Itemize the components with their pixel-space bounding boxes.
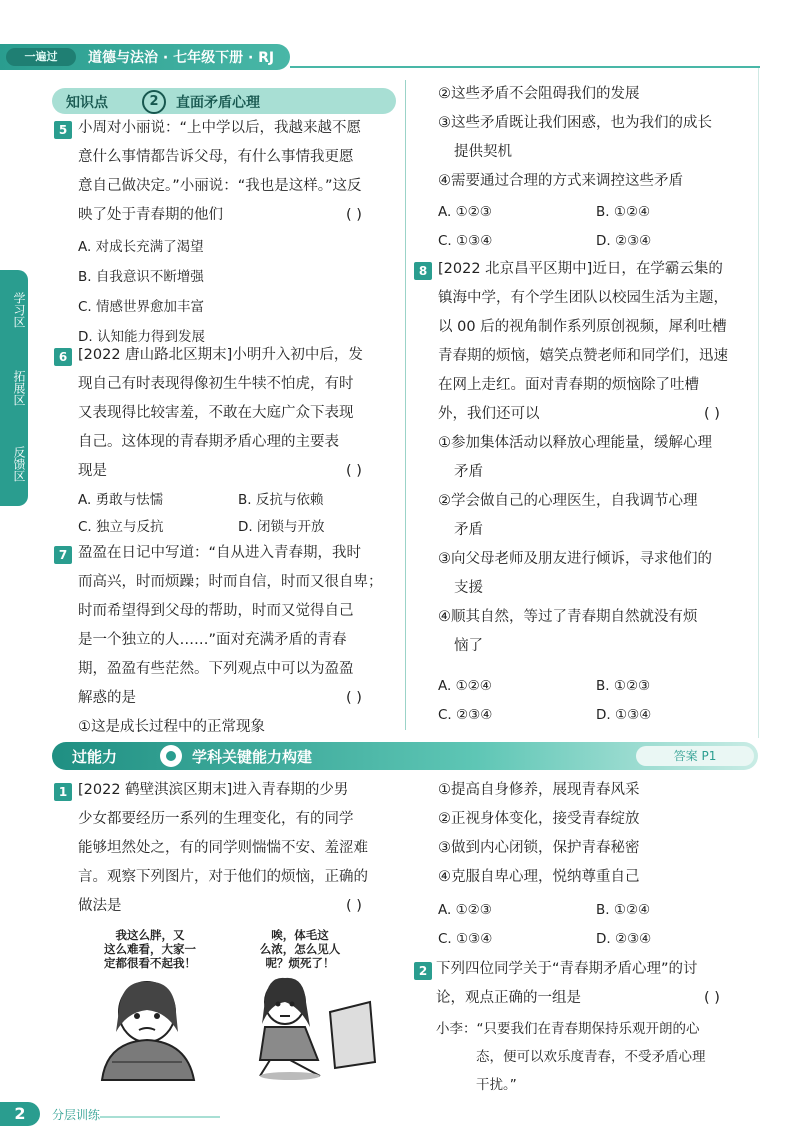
options — [78, 232, 205, 352]
question-text: 盈盈在日记中写道：“自从进入青春期，我时 — [78, 545, 362, 561]
problem-1-statements — [438, 776, 640, 892]
question-text: 而高兴，时而烦躁；时而自信，时而又很自卑； — [78, 574, 383, 590]
section-title: 直面矛盾心理 — [176, 95, 260, 111]
option-d[interactable]: D. ②③④ — [596, 233, 652, 249]
worried-girl-illustration — [82, 972, 212, 1082]
book-title: 道德与法治 · 七年级下册 · RJ — [88, 50, 275, 66]
question-text: [2022 北京昌平区期中]近日，在学霸云集的 — [438, 261, 723, 277]
question-text: 在网上走红。面对青春期的烦恼除了吐槽 — [438, 377, 699, 393]
statement-item: 提供契机 — [454, 144, 512, 160]
statement-item: 矛盾 — [454, 464, 483, 480]
page-number: 2 — [0, 1102, 40, 1126]
statement-item: ④克服自卑心理，悦纳尊重自己 — [438, 869, 640, 885]
option-b[interactable]: B. ①②③ — [596, 678, 651, 694]
option-c[interactable]: C. ①③④ — [438, 233, 493, 249]
question-text: 小周对小丽说：“上中学以后，我越来越不愿 — [78, 120, 362, 136]
answer-blank[interactable]: ( ) — [704, 990, 720, 1006]
question-text: 能够坦然处之，有的同学则惴惴不安、羞涩难 — [78, 840, 368, 856]
option-b[interactable]: B. 自我意识不断增强 — [78, 269, 204, 285]
question-text: 解惑的是 — [78, 690, 136, 706]
question-6 — [78, 341, 363, 486]
question-text: [2022 唐山路北区期末]小明升入初中后，发 — [78, 347, 363, 363]
statement-item: 矛盾 — [454, 522, 483, 538]
question-number: 1 — [54, 783, 72, 801]
medal-icon — [160, 745, 182, 767]
answer-blank[interactable]: ( ) — [346, 463, 362, 479]
section-number: 2 — [142, 90, 166, 114]
question-number: 8 — [414, 262, 432, 280]
question-5 — [78, 114, 362, 230]
question-text: 少女都要经历一系列的生理变化，有的同学 — [78, 811, 354, 827]
statement-item: ④顺其自然，等过了青春期自然就没有烦 — [438, 609, 698, 625]
statement-item: ②学会做自己的心理医生，自我调节心理 — [438, 493, 698, 509]
option-c[interactable]: C. ②③④ — [438, 707, 493, 723]
question-number: 6 — [54, 348, 72, 366]
option-c[interactable]: C. 独立与反抗 — [78, 519, 164, 535]
question-text: 自己。这体现的青春期矛盾心理的主要表 — [78, 434, 339, 450]
quote-line: 干扰。” — [476, 1077, 517, 1093]
question-text: 镇海中学，有个学生团队以校园生活为主题， — [438, 290, 728, 306]
question-text: 言。观察下列图片，对于他们的烦恼，正确的 — [78, 869, 368, 885]
statement-item: ②这些矛盾不会阻碍我们的发展 — [438, 86, 640, 102]
statement-item: ②正视身体变化，接受青春绽放 — [438, 811, 640, 827]
side-tabs — [0, 270, 28, 506]
side-tab-extend[interactable]: 拓展区 — [12, 370, 26, 406]
student-quote — [436, 1015, 706, 1099]
statement-item: ①参加集体活动以释放心理能量，缓解心理 — [438, 435, 712, 451]
option-a[interactable]: A. ①②④ — [438, 678, 492, 694]
question-number: 5 — [54, 121, 72, 139]
column-divider — [405, 80, 406, 730]
answer-reference[interactable]: 答案 P1 — [636, 746, 754, 766]
speech-bubble-2: 唉，体毛这 么浓，怎么见人 呢？烦死了！ — [259, 928, 341, 970]
question-text: 以 00 后的视角制作系列原创视频，犀利吐槽 — [438, 319, 727, 335]
statement-item: 恼了 — [454, 638, 483, 654]
statement-item: ③这些矛盾既让我们困惑，也为我们的成长 — [438, 115, 712, 131]
answer-blank[interactable]: ( ) — [346, 207, 362, 223]
problem-2 — [436, 955, 698, 1013]
option-a[interactable]: A. ①②③ — [438, 204, 492, 220]
statement-item: ③向父母老师及朋友进行倾诉，寻求他们的 — [438, 551, 712, 567]
section-label: 过能力 — [72, 748, 118, 766]
question-text: 时而希望得到父母的帮助，时而又觉得自己 — [78, 603, 354, 619]
question-text: 现是 — [78, 463, 107, 479]
option-b[interactable]: B. ①②④ — [596, 204, 651, 220]
answer-blank[interactable]: ( ) — [346, 898, 362, 914]
option-b[interactable]: B. 反抗与依赖 — [238, 492, 324, 508]
option-d[interactable]: D. ①③④ — [596, 707, 652, 723]
statement-item: ④需要通过合理的方式来调控这些矛盾 — [438, 173, 683, 189]
question-text: 又表现得比较害羞，不敢在大庭广众下表现 — [78, 405, 354, 421]
statement-item: 支援 — [454, 580, 483, 596]
question-text: 意什么事情都告诉父母，有什么事情我更愿 — [78, 149, 354, 165]
page-border — [758, 68, 759, 738]
option-a[interactable]: A. 对成长充满了渴望 — [78, 239, 204, 255]
question-text: 青春期的烦恼，嬉笑点赞老师和同学们，迅速 — [438, 348, 728, 364]
option-a[interactable]: A. 勇敢与怯懦 — [78, 492, 164, 508]
question-7 — [78, 539, 383, 742]
question-text: 外，我们还可以 — [438, 406, 540, 422]
problem-1 — [78, 776, 368, 921]
side-tab-study[interactable]: 学习区 — [12, 292, 26, 328]
option-d[interactable]: D. ②③④ — [596, 931, 652, 947]
knowledge-point-header — [52, 88, 396, 114]
section-label: 知识点 — [66, 95, 108, 111]
quote-line: 小李：“只要我们在青春期保持乐观开朗的心 — [436, 1021, 700, 1037]
footer-rule — [100, 1116, 220, 1118]
side-tab-feedback[interactable]: 反馈区 — [12, 446, 26, 482]
question-number: 2 — [414, 962, 432, 980]
question-number: 7 — [54, 546, 72, 564]
option-d[interactable]: D. 认知能力得到发展 — [78, 329, 205, 345]
answer-blank[interactable]: ( ) — [704, 406, 720, 422]
question-text: 现自己有时表现得像初生牛犊不怕虎，有时 — [78, 376, 354, 392]
question-text: [2022 鹤壁淇滨区期末]进入青春期的少男 — [78, 782, 349, 798]
statement-item: ③做到内心闭锁，保护青春秘密 — [438, 840, 640, 856]
option-c[interactable]: C. 情感世界愈加丰富 — [78, 299, 205, 315]
option-c[interactable]: C. ①③④ — [438, 931, 493, 947]
option-d[interactable]: D. 闭锁与开放 — [238, 519, 325, 535]
series-logo: 一遍过 — [6, 48, 76, 66]
question-text: 意自己做决定。”小丽说：“我也是这样。”这反 — [78, 178, 362, 194]
question-text: 做法是 — [78, 898, 122, 914]
quote-line: 态，便可以欢乐度青春，不受矛盾心理 — [476, 1049, 706, 1065]
option-b[interactable]: B. ①②④ — [596, 902, 651, 918]
section-title: 学科关键能力构建 — [192, 748, 313, 766]
answer-blank[interactable]: ( ) — [346, 690, 362, 706]
question-7-continued — [438, 80, 712, 196]
question-text: 论，观点正确的一组是 — [436, 990, 581, 1006]
statement-item: ①这是成长过程中的正常现象 — [78, 719, 265, 735]
footer-label: 分层训练 — [52, 1108, 101, 1122]
question-8 — [438, 255, 728, 661]
option-a[interactable]: A. ①②③ — [438, 902, 492, 918]
speech-bubble-1: 我这么胖，又 这么难看，大家一 定都很看不起我！ — [104, 928, 196, 970]
annoyed-girl-illustration — [230, 972, 380, 1082]
statement-item: ①提高自身修养，展现青春风采 — [438, 782, 640, 798]
question-text: 期，盈盈有些茫然。下列观点中可以为盈盈 — [78, 661, 354, 677]
question-text: 映了处于青春期的他们 — [78, 207, 223, 223]
question-text: 下列四位同学关于“青春期矛盾心理”的讨 — [436, 961, 698, 977]
question-text: 是一个独立的人……”面对充满矛盾的青春 — [78, 632, 347, 648]
header-rule — [290, 66, 760, 68]
